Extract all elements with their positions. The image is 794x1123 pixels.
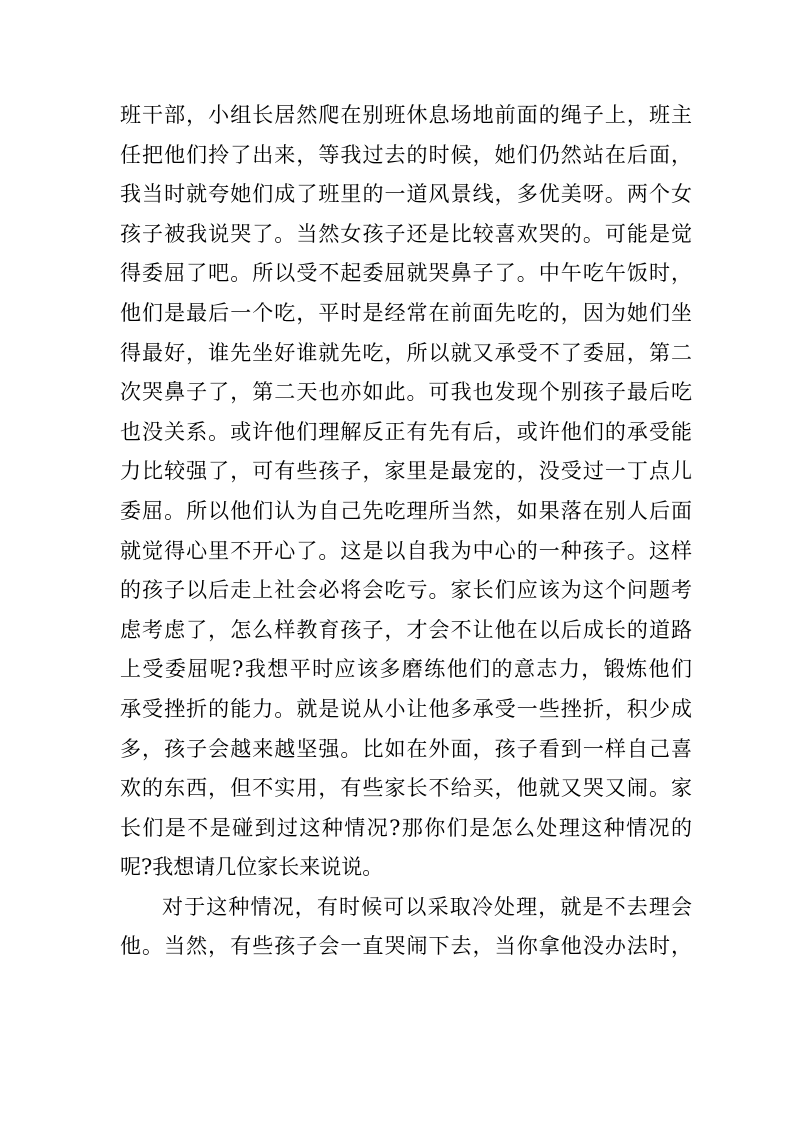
text-line: 委屈。所以他们认为自己先吃理所当然，如果落在别人后面	[120, 498, 692, 523]
text-line: 次哭鼻子了，第二天也亦如此。可我也发现个别孩子最后吃	[120, 380, 692, 405]
text-line: 我当时就夸她们成了班里的一道风景线，多优美呀。两个女	[120, 182, 692, 207]
text-line: 上受委屈呢?我想平时应该多磨练他们的意志力，锻炼他们	[120, 657, 692, 682]
text-line: 得最好，谁先坐好谁就先吃，所以就又承受不了委屈，第二	[120, 340, 692, 365]
text-line: 他。当然，有些孩子会一直哭闹下去，当你拿他没办法时，	[120, 934, 692, 959]
text-line: 呢?我想请几位家长来说说。	[120, 855, 384, 880]
text-line: 长们是不是碰到过这种情况?那你们是怎么处理这种情况的	[120, 815, 692, 840]
text-line: 的孩子以后走上社会必将会吃亏。家长们应该为这个问题考	[120, 578, 692, 603]
text-line: 虑考虑了，怎么样教育孩子，才会不让他在以后成长的道路	[120, 617, 692, 642]
body-text	[120, 96, 692, 967]
text-line: 力比较强了，可有些孩子，家里是最宠的，没受过一丁点儿	[120, 459, 692, 484]
text-line: 得委屈了吧。所以受不起委屈就哭鼻子了。中午吃午饭时，	[120, 261, 692, 286]
text-line: 也没关系。或许他们理解反正有先有后，或许他们的承受能	[120, 419, 692, 444]
text-line: 任把他们拎了出来，等我过去的时候，她们仍然站在后面，	[120, 142, 692, 167]
text-line: 孩子被我说哭了。当然女孩子还是比较喜欢哭的。可能是觉	[120, 221, 692, 246]
text-line: 欢的东西，但不实用，有些家长不给买，他就又哭又闹。家	[120, 776, 692, 801]
text-line: 他们是最后一个吃，平时是经常在前面先吃的，因为她们坐	[120, 300, 692, 325]
text-line: 对于这种情况，有时候可以采取冷处理，就是不去理会	[162, 894, 692, 919]
text-line: 多，孩子会越来越坚强。比如在外面，孩子看到一样自己喜	[120, 736, 692, 761]
text-line: 就觉得心里不开心了。这是以自我为中心的一种孩子。这样	[120, 538, 692, 563]
text-line: 承受挫折的能力。就是说从小让他多承受一些挫折，积少成	[120, 696, 692, 721]
text-line: 班干部，小组长居然爬在别班休息场地前面的绳子上，班主	[120, 103, 692, 127]
